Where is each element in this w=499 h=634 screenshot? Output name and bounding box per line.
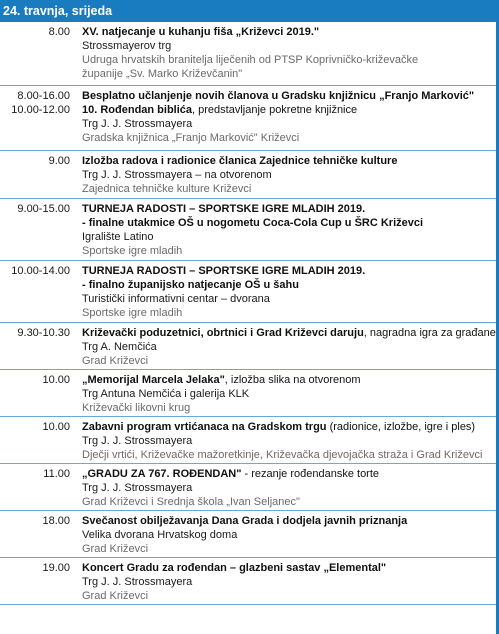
event-venue: Trg J. J. Strossmayera – na otvorenom (82, 169, 272, 181)
event-organizer: Zajednica tehničke kulture Križevci (82, 183, 252, 195)
event-row (0, 151, 496, 199)
event-title-rest: , predstavljanje pokretne knjižnice (192, 104, 358, 116)
event-time (0, 25, 73, 85)
event-organizer: Udruga hrvatskih branitelja liječenih od PTSP Koprivničko-križevačke (82, 54, 419, 66)
event-title (82, 326, 496, 340)
event-venue: Strossmayerov trg (82, 40, 172, 52)
event-title-rest: , izložba slika na otvorenom (224, 374, 361, 386)
event-time (0, 154, 73, 198)
event-venue: Trg A. Nemčića (82, 341, 157, 353)
event-details (73, 561, 496, 604)
event-details (73, 514, 496, 557)
event-title (82, 373, 496, 387)
event-details (73, 202, 496, 260)
event-title-bold: Svečanost obilježavanja Dana Grada i dodjela javnih priznanja (82, 515, 408, 527)
event-time (0, 89, 73, 150)
event-title-bold: „GRADU ZA 767. ROĐENDAN" (82, 468, 242, 480)
event-row (0, 199, 496, 261)
event-row (0, 464, 496, 511)
event-title-bold: Križevački poduzetnici, obrtnici i Grad Križevci daruju (82, 327, 364, 339)
event-title (82, 561, 496, 575)
event-organizer: Grad Križevci (82, 355, 149, 367)
event-title (82, 264, 496, 278)
event-time-value: 19.00 (42, 562, 70, 574)
event-venue: Turistički informativni centar – dvorana (82, 293, 270, 305)
day-header: 24. travnja, srijeda (0, 0, 496, 22)
event-title-rest: (radionice, izložbe, igre i ples) (326, 421, 476, 433)
event-time (0, 561, 73, 604)
event-time (0, 202, 73, 260)
event-row (0, 261, 496, 323)
event-time (0, 373, 73, 416)
event-title-bold: Besplatno učlanjenje novih članova u Gradsku knjižnicu „Franjo Marković" (82, 90, 475, 102)
event-title-bold: - finalne utakmice OŠ u nogometu Coca-Cola Cup u ŠRC Križevci (82, 217, 424, 229)
event-title-bold: 10. Rođendan biblića (82, 104, 193, 116)
event-row (0, 22, 496, 86)
event-time (0, 420, 73, 463)
event-venue: Trg Antuna Nemčića i galerija KLK (82, 388, 250, 400)
event-row (0, 558, 496, 605)
event-title (82, 467, 496, 481)
event-title (82, 103, 496, 117)
event-details (73, 89, 496, 150)
event-organizer: Dječji vrtići, Križevačke mažoretkinje, Križevačka djevojačka straža i Grad Križevci (82, 449, 483, 461)
event-row (0, 323, 496, 370)
event-details (73, 373, 496, 416)
event-title (82, 154, 496, 168)
event-time (0, 326, 73, 369)
event-details (73, 25, 496, 85)
event-time-value: 18.00 (42, 515, 70, 527)
event-title-bold: Izložba radova i radionice članica Zajednice tehničke kulture (82, 155, 398, 167)
event-organizer: županije „Sv. Marko Križevčanin" (82, 68, 243, 80)
event-time-value: 11.00 (43, 468, 70, 480)
event-details (73, 264, 496, 322)
event-time (0, 467, 73, 510)
event-details (73, 326, 496, 369)
event-time-value: 10.00 (42, 421, 70, 433)
event-time-value: 10.00 (42, 374, 70, 386)
event-organizer: Sportske igre mladih (82, 307, 183, 319)
event-time-value: 8.00 (48, 26, 70, 38)
event-venue: Trg J. J. Strossmayera (82, 482, 193, 494)
event-title (82, 278, 496, 292)
event-time (0, 514, 73, 557)
event-title-bold: „Memorijal Marcela Jelaka" (82, 374, 225, 386)
event-title (82, 25, 496, 39)
event-time-value: 10.00-14.00 (11, 265, 70, 277)
event-time (0, 264, 73, 322)
event-title-bold: XV. natjecanje u kuhanju fiša „Križevci 2019." (82, 26, 320, 38)
event-title-rest: - rezanje rođendanske torte (241, 468, 380, 480)
event-time-value: 10.00-12.00 (11, 104, 70, 116)
event-title-bold: Zabavni program vrtićanaca na Gradskom trgu (82, 421, 327, 433)
event-time-value: 9.00 (48, 155, 70, 167)
event-organizer: Sportske igre mladih (82, 245, 183, 257)
event-title-bold: Koncert Gradu za rođendan – glazbeni sastav „Elemental" (82, 562, 387, 574)
event-time-value: 8.00-16.00 (17, 90, 70, 102)
event-title-bold: - finalno županijsko natjecanje OŠ u šahu (82, 279, 299, 291)
event-title-bold: TURNEJA RADOSTI – SPORTSKE IGRE MLADIH 2019. (82, 203, 366, 215)
event-title (82, 89, 496, 103)
event-details (73, 467, 496, 510)
event-time-value: 9.30-10.30 (17, 327, 70, 339)
event-row (0, 86, 496, 151)
event-title (82, 202, 496, 216)
event-venue: Trg J. J. Strossmayera (82, 576, 193, 588)
event-organizer: Grad Križevci (82, 590, 149, 602)
event-organizer: Križevački likovni krug (82, 402, 191, 414)
event-row (0, 370, 496, 417)
event-title (82, 420, 496, 434)
event-venue: Trg J. J. Strossmayera (82, 118, 193, 130)
event-title (82, 514, 496, 528)
event-row (0, 511, 496, 558)
event-venue: Trg J. J. Strossmayera (82, 435, 193, 447)
event-title-bold: TURNEJA RADOSTI – SPORTSKE IGRE MLADIH 2019. (82, 265, 366, 277)
event-time-value: 9.00-15.00 (17, 203, 70, 215)
events-list (0, 22, 496, 605)
event-details (73, 420, 496, 463)
event-row (0, 417, 496, 464)
event-organizer: Grad Križevci (82, 543, 149, 555)
event-venue: Igralište Latino (82, 231, 154, 243)
event-title (82, 216, 496, 230)
event-title-rest: , nagradna igra za građane (363, 327, 496, 339)
event-details (73, 154, 496, 198)
event-venue: Velika dvorana Hrvatskog doma (82, 529, 238, 541)
event-organizer: Grad Križevci i Srednja škola „Ivan Seljanec" (82, 496, 300, 508)
event-organizer: Gradska knjižnica „Franjo Marković" Križevci (82, 132, 300, 144)
